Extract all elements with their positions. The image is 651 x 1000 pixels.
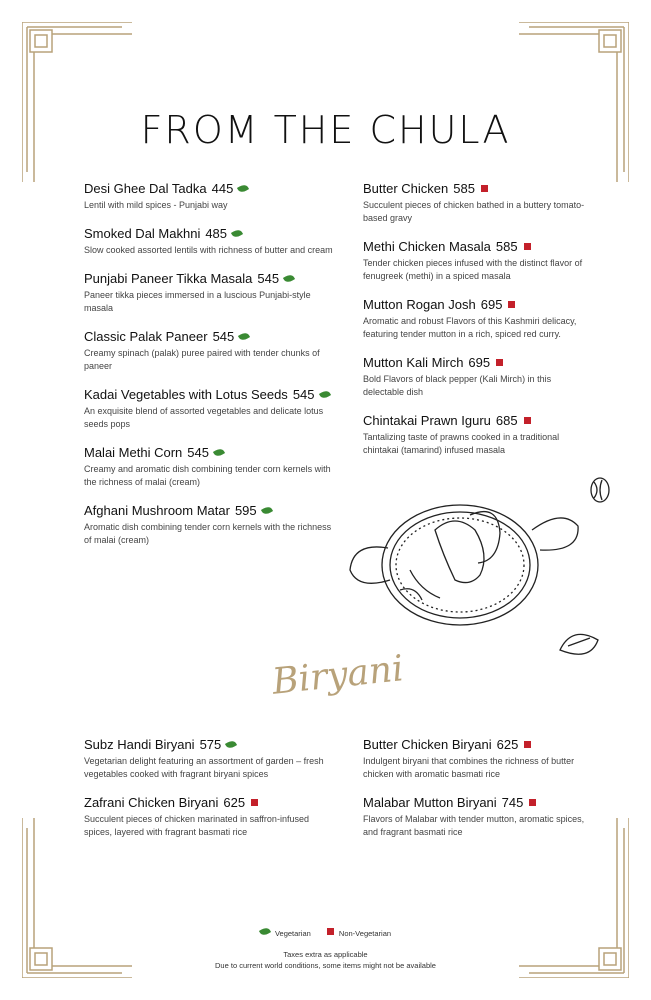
menu-item-price: 585 [453, 181, 475, 196]
menu-item-title [84, 271, 334, 287]
menu-item-title [84, 226, 334, 242]
veg-leaf-icon [238, 331, 250, 342]
menu-item-description: Tantalizing taste of prawns cooked in a traditional chintakai (tamarind) infused masala [363, 432, 560, 455]
menu-item [84, 181, 334, 212]
menu-item-description: Creamy and aromatic dish combining tender corn kernels with the richness of malai (cream) [84, 464, 331, 487]
menu-item [363, 737, 593, 781]
menu-item-price: 625 [223, 795, 246, 810]
menu-item-price: 545 [292, 387, 315, 402]
menu-item-name: Chintakai Prawn Iguru [363, 413, 491, 428]
menu-item [363, 297, 593, 341]
corner-ornament-top-right [519, 22, 629, 182]
menu-item-title [84, 795, 334, 811]
page-title: FROM THE CHULA [140, 108, 511, 152]
menu-item-price: 545 [187, 445, 209, 460]
biryani-column-right [363, 737, 593, 853]
menu-item-price: 695 [468, 355, 491, 370]
menu-item-description: Tender chicken pieces infused with the distinct flavor of fenugreek (methi) in a spiced masala [363, 258, 583, 281]
tax-note: Taxes extra as applicable [283, 950, 368, 959]
menu-item-price: 595 [234, 503, 257, 518]
veg-leaf-icon [213, 447, 225, 458]
menu-item-price: 745 [501, 795, 524, 810]
menu-item-description: Flavors of Malabar with tender mutton, aromatic spices, and fragrant basmati rice [363, 814, 585, 837]
menu-item-name: Kadai Vegetables with Lotus Seeds [84, 387, 288, 402]
menu-item-name: Punjabi Paneer Tikka Masala [84, 271, 253, 286]
veg-leaf-icon [237, 183, 249, 194]
menu-item-price: 685 [495, 413, 518, 428]
menu-item-description: Creamy spinach (palak) puree paired with tender chunks of paneer [84, 348, 320, 371]
menu-item [84, 329, 334, 373]
menu-item-title [363, 737, 593, 753]
menu-item [363, 355, 593, 399]
menu-item-description: Vegetarian delight featuring an assortment of garden – fresh vegetables cooked with fragrant biryani spices [84, 756, 324, 779]
diet-legend [0, 928, 651, 938]
menu-item-name: Desi Ghee Dal Tadka [84, 181, 207, 196]
menu-item-name: Classic Palak Paneer [84, 329, 208, 344]
menu-item-name: Malabar Mutton Biryani [363, 795, 497, 810]
menu-item-title [84, 445, 334, 461]
menu-item [84, 387, 334, 431]
veg-leaf-icon [318, 389, 330, 400]
menu-item-price: 575 [199, 737, 222, 752]
menu-item [363, 239, 593, 283]
section-heading-biryani: Biryani [270, 648, 406, 703]
nonveg-square-icon [481, 185, 488, 192]
menu-item [84, 795, 334, 839]
menu-item [84, 226, 334, 257]
menu-item [84, 737, 334, 781]
menu-column-nonveg [363, 181, 593, 471]
menu-item-description: An exquisite blend of assorted vegetables and delicate lotus seeds pops [84, 406, 324, 429]
nonveg-square-icon [251, 799, 258, 806]
nonveg-square-icon [508, 301, 515, 308]
menu-item-title [84, 329, 334, 345]
menu-item-description: Aromatic and robust Flavors of this Kashmiri delicacy, featuring tender mutton in a rich, spiced red curry. [363, 316, 577, 339]
menu-item-title [84, 737, 334, 753]
legend-veg-label: Vegetarian [274, 929, 311, 938]
menu-column-veg [84, 181, 334, 561]
legend-nonveg-label: Non-Vegetarian [338, 929, 392, 938]
menu-item-name: Malai Methi Corn [84, 445, 183, 460]
footer-notes [0, 949, 651, 971]
menu-item-price: 585 [495, 239, 518, 254]
menu-item-name: Butter Chicken [363, 181, 449, 196]
menu-item-title [84, 387, 334, 403]
veg-leaf-icon [283, 273, 295, 284]
availability-note: Due to current world conditions, some items might not be available [215, 961, 436, 970]
menu-item-description: Aromatic dish combining tender corn kernels with the richness of malai (cream) [84, 522, 332, 545]
menu-item-title [363, 413, 593, 429]
menu-item-price: 485 [205, 226, 228, 241]
menu-item-name: Afghani Mushroom Matar [84, 503, 230, 518]
menu-item-description: Bold Flavors of black pepper (Kali Mirch) in this delectable dish [363, 374, 552, 397]
nonveg-square-icon [496, 359, 503, 366]
menu-item [363, 413, 593, 457]
menu-item-name: Mutton Rogan Josh [363, 297, 476, 312]
menu-item-description: Succulent pieces of chicken bathed in a buttery tomato-based gravy [363, 200, 585, 223]
menu-item-title [363, 297, 593, 313]
nonveg-square-icon [529, 799, 536, 806]
veg-leaf-icon [261, 505, 273, 516]
menu-item-title [363, 355, 593, 371]
menu-item-description: Paneer tikka pieces immersed in a luscious Punjabi-style masala [84, 290, 311, 313]
menu-item [363, 795, 593, 839]
nonveg-square-icon [327, 928, 334, 935]
menu-item-title [363, 181, 593, 197]
nonveg-square-icon [524, 243, 531, 250]
menu-item-name: Subz Handi Biryani [84, 737, 195, 752]
menu-item-name: Mutton Kali Mirch [363, 355, 464, 370]
nonveg-square-icon [524, 741, 531, 748]
menu-item-title [84, 181, 334, 197]
menu-item-description: Indulgent biryani that combines the richness of butter chicken with aromatic basmati rice [363, 756, 575, 779]
menu-item-title [363, 795, 593, 811]
menu-item-price: 545 [257, 271, 280, 286]
veg-leaf-icon [259, 926, 271, 937]
menu-item-title [84, 503, 334, 519]
biryani-column-left [84, 737, 334, 853]
menu-item-name: Methi Chicken Masala [363, 239, 491, 254]
menu-item-description: Succulent pieces of chicken marinated in saffron-infused spices, layered with fragrant basmati rice [84, 814, 309, 837]
menu-item [363, 181, 593, 225]
menu-item-name: Butter Chicken Biryani [363, 737, 492, 752]
menu-item [84, 445, 334, 489]
veg-leaf-icon [231, 228, 243, 239]
menu-item-description: Slow cooked assorted lentils with richness of butter and cream [84, 245, 333, 255]
menu-item [84, 503, 334, 547]
menu-item-description: Lentil with mild spices - Punjabi way [84, 200, 228, 210]
menu-item-price: 445 [211, 181, 234, 196]
menu-item-name: Smoked Dal Makhni [84, 226, 201, 241]
menu-item-title [363, 239, 593, 255]
menu-item [84, 271, 334, 315]
nonveg-square-icon [524, 417, 531, 424]
corner-ornament-top-left [22, 22, 132, 182]
veg-leaf-icon [225, 739, 237, 750]
menu-item-name: Zafrani Chicken Biryani [84, 795, 219, 810]
menu-item-price: 545 [212, 329, 235, 344]
menu-item-price: 625 [496, 737, 519, 752]
menu-item-price: 695 [480, 297, 503, 312]
